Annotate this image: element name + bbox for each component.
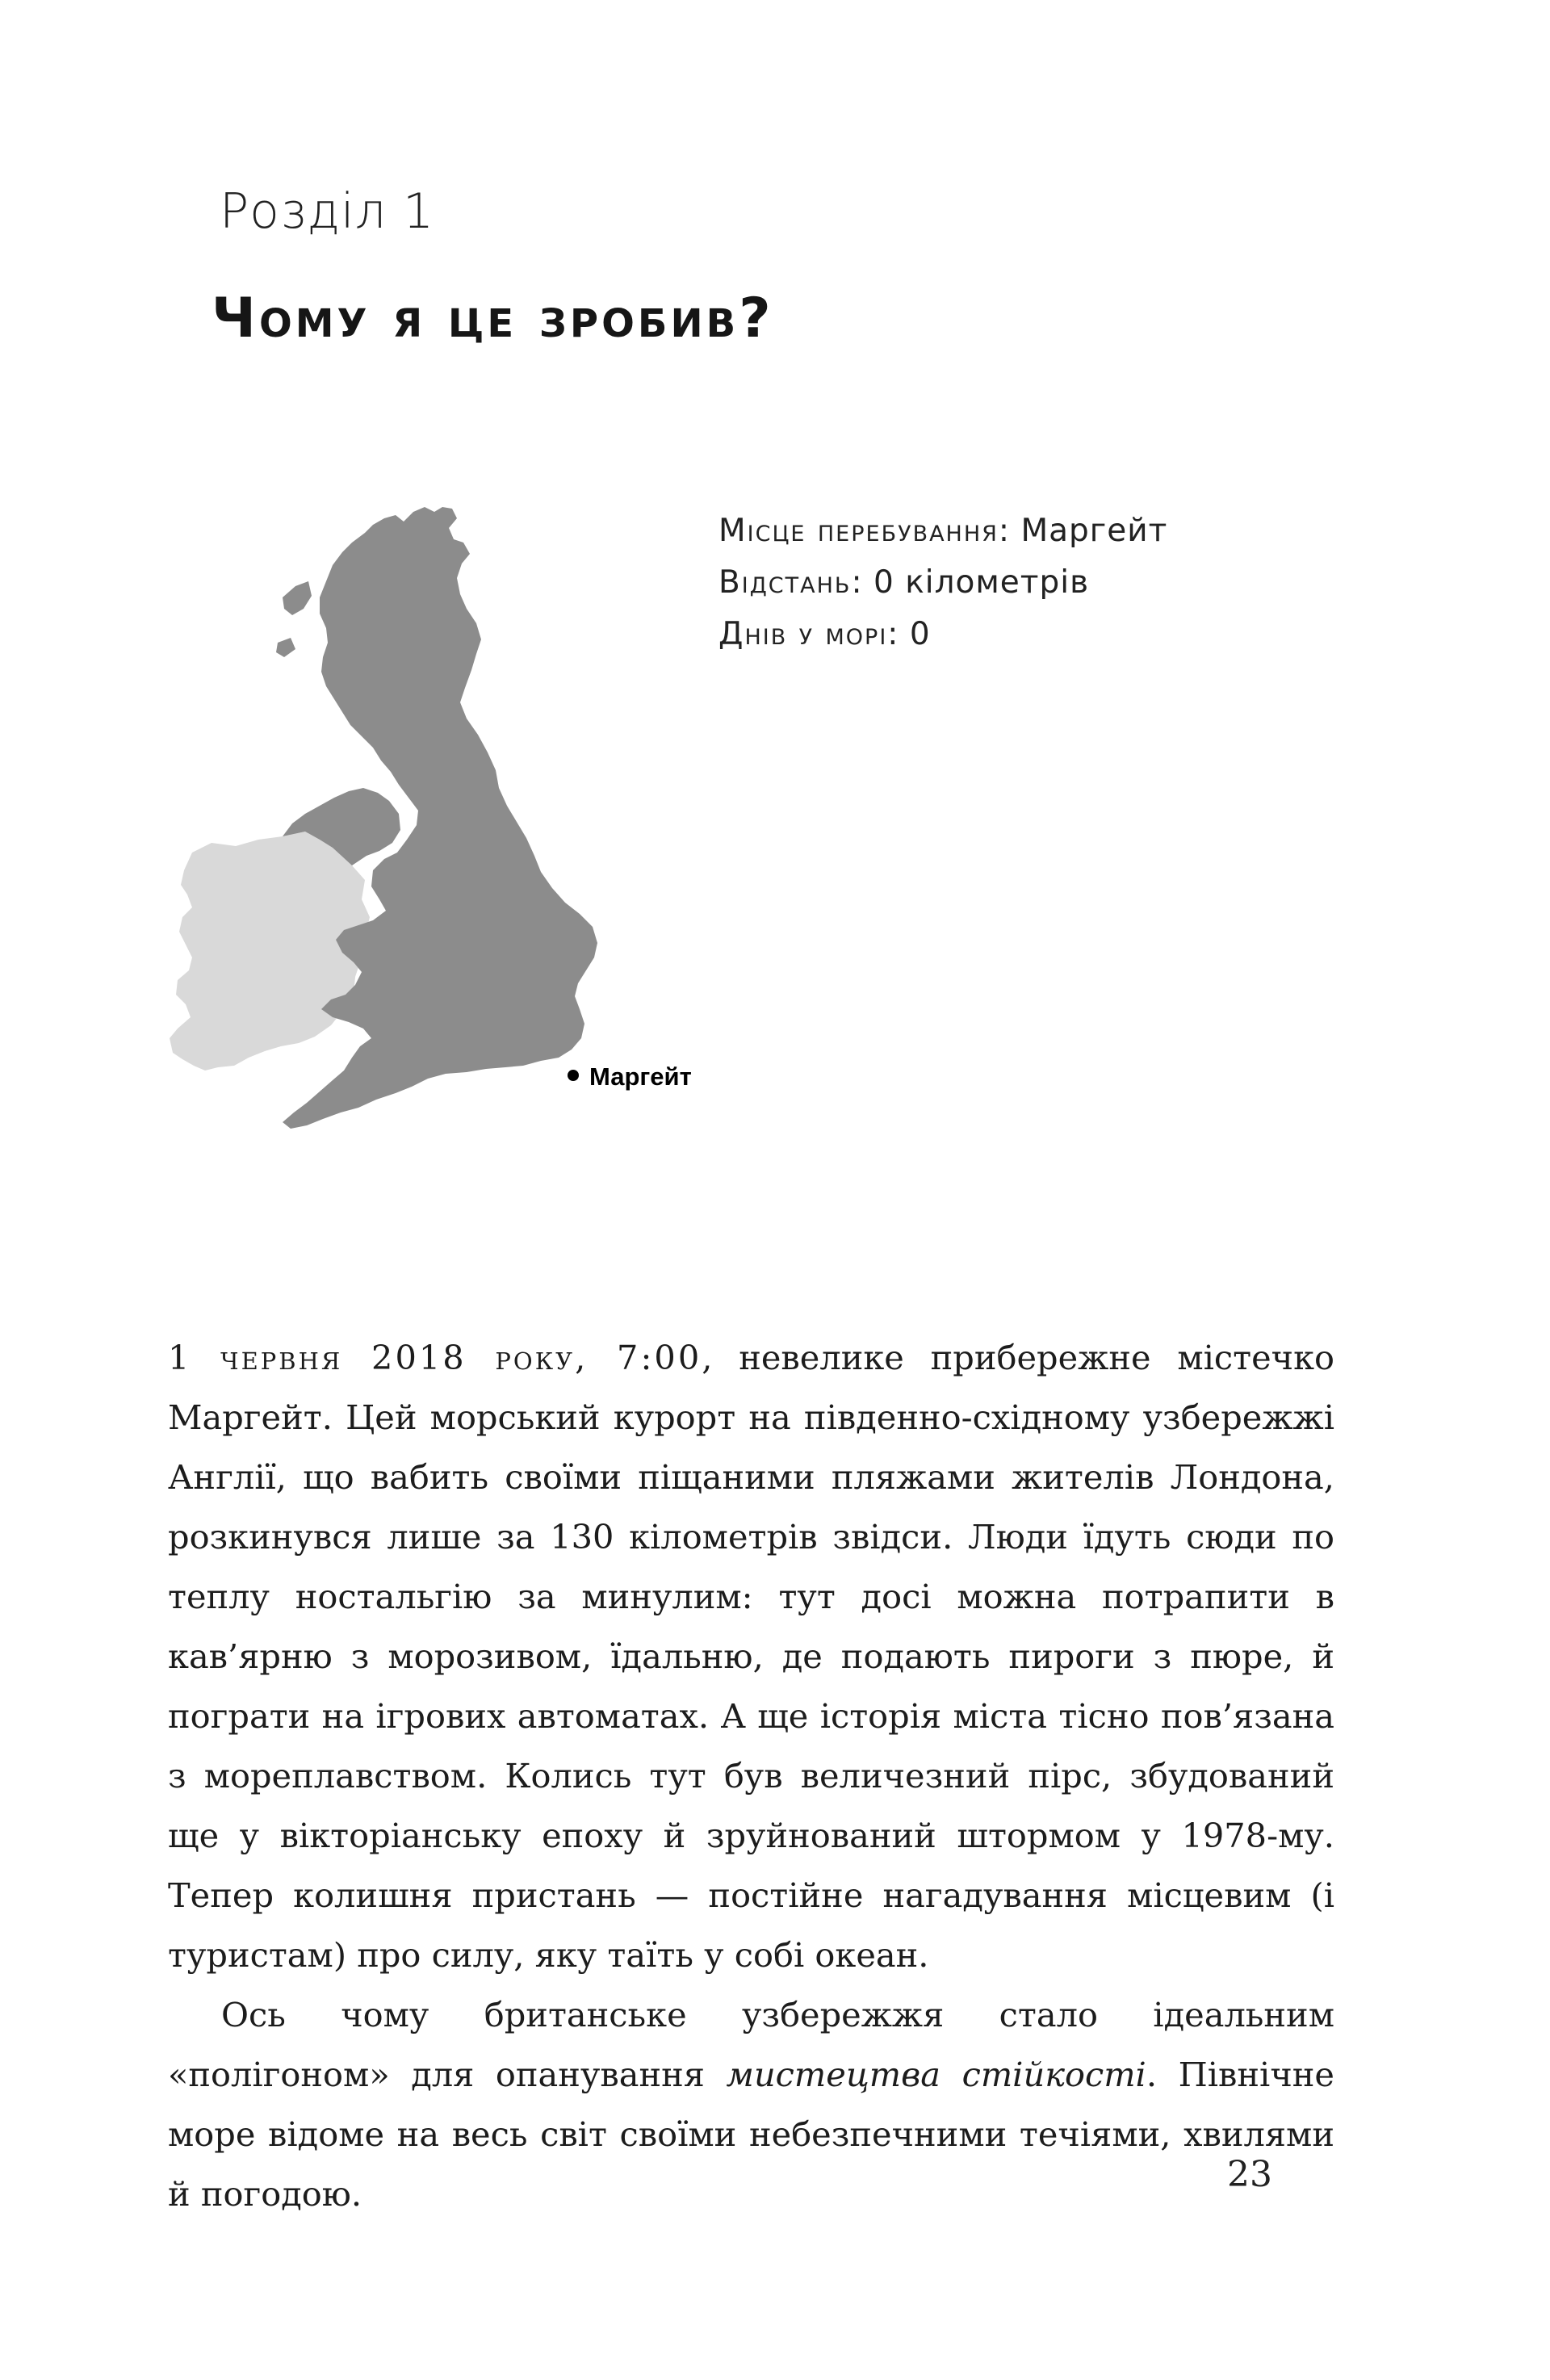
hebrides-shape (276, 581, 312, 657)
body-text (168, 1328, 1334, 2224)
distance-info: Відстань: 0 кілометрів (718, 564, 1090, 601)
paragraph-1-rest: , невелике прибережне містечко Маргейт. Цей морський курорт на південно-східному узбережжі Англії, що вабить своїми піщаними пляжами жителів Лондона, розкинувся лише за 130 кілометрів звідси. Люди їдуть сюди по теплу ностальгію за минулим: тут досі можна потрапити в кав’ярню з морозивом, їдальню, де подають пироги з пюре, й пограти на ігрових автоматах. А ще історія міста тісно пов’язана з мореплавством. Колись тут був величезний пірс, збудований ще у вікторіанську епоху й зруйнований штормом у 1978-му. Тепер колишня пристань — постійне нагадування місцевим (і туристам) про силу, яку таїть у собі океан. (168, 1338, 1334, 1975)
paragraph-1-lead: 1 червня 2018 року, 7:00 (168, 1338, 702, 1377)
page-number: 23 (1227, 2154, 1272, 2195)
chapter-title: Чому я це зробив? (212, 287, 774, 350)
days-value: 0 (909, 616, 931, 652)
chapter-label: Розділ 1 (220, 183, 435, 240)
paragraph-2-start: Ось чому британське узбережжя стало ідеальним «полігоном» для опанування (168, 1995, 1334, 2094)
paragraph-2 (168, 1985, 1334, 2224)
margate-label: Маргейт (589, 1062, 692, 1091)
uk-map (161, 501, 856, 1195)
paragraph-2-end: . Північне море відоме на весь світ своїми небезпечними течіями, хвилями й погодою. (168, 2055, 1334, 2214)
paragraph-2-emphasis: мистецтва стійкості (726, 2055, 1146, 2094)
paragraph-1 (168, 1328, 1334, 1985)
distance-value: 0 кілометрів (873, 564, 1090, 601)
days-info: Днів у морі: 0 (718, 616, 931, 652)
distance-key: Відстань (718, 564, 852, 601)
days-key: Днів у морі (718, 616, 888, 652)
margate-marker (568, 1070, 579, 1081)
ireland-shape (170, 832, 370, 1071)
location-info: Місце перебування: Маргейт (718, 513, 1168, 549)
location-key: Місце перебування (718, 513, 999, 549)
location-value: Маргейт (1020, 513, 1168, 549)
